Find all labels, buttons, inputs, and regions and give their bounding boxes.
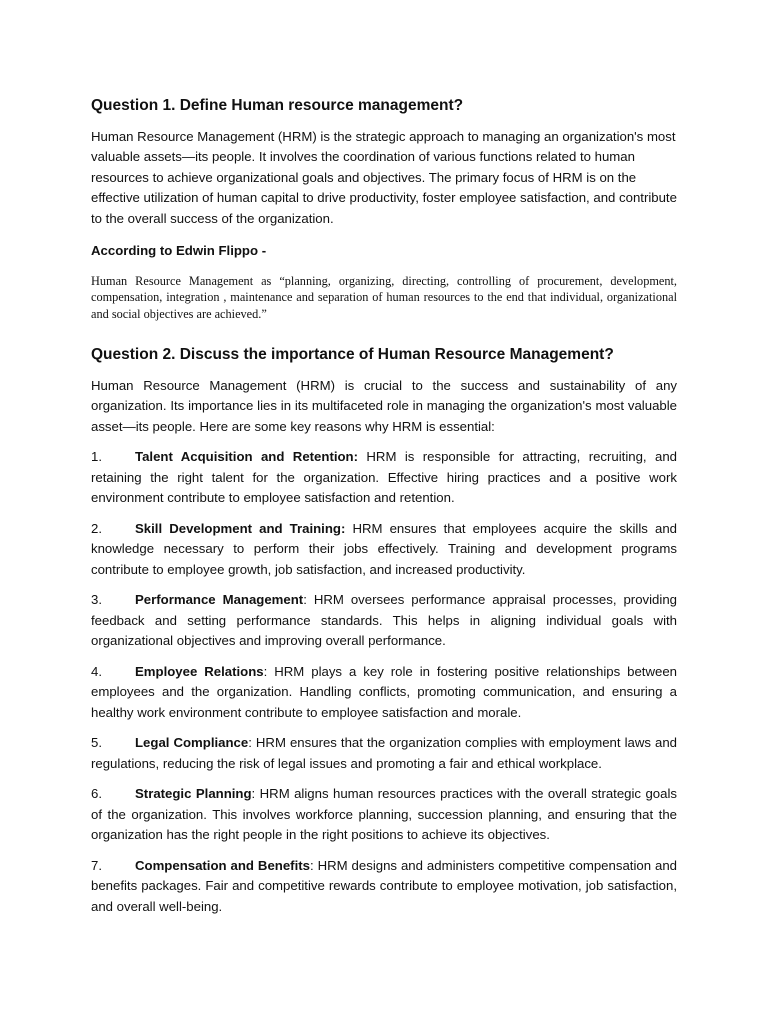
list-item-heading: Legal Compliance <box>135 735 249 751</box>
flippo-quote: Human Resource Management as “planning, organizing, directing, controlling of procurement, development, compensation, integration , maintenance and separation of human resources to the end that individual, organizational and social objectives are achieved.” <box>91 273 677 321</box>
list-item-number: 6. <box>91 786 102 802</box>
list-item-text: HRM ensures that employees acquire the skills and knowledge necessary to perform their jobs effectively. Training and development programs contribute to employee growth, job satisfaction, and increased productivity. <box>91 520 677 577</box>
list-item-number: 3. <box>91 592 102 608</box>
list-item-text: : HRM designs and administers competitive compensation and benefits packages. Fair and competitive rewards contribute to employee motivation, job satisfaction, and overall well-being. <box>91 857 677 914</box>
list-item-heading: Skill Development and Training: <box>135 520 346 536</box>
list-item <box>91 856 677 918</box>
list-item-heading: Strategic Planning <box>135 786 252 802</box>
list-item <box>91 447 677 509</box>
quote-attribution: According to Edwin Flippo - <box>91 243 267 259</box>
list-item-number: 2. <box>91 520 102 536</box>
list-item-number: 1. <box>91 449 102 465</box>
list-item-heading: Employee Relations <box>135 663 264 679</box>
list-item-text: : HRM oversees performance appraisal processes, providing feedback and setting performance standards. This helps in aligning individual goals with organizational objectives and improving overall performance. <box>91 592 677 649</box>
question-2-heading: Question 2. Discuss the importance of Human Resource Management? <box>91 346 614 364</box>
list-item <box>91 519 677 581</box>
question-1-heading: Question 1. Define Human resource management? <box>91 97 464 114</box>
list-item-heading: Performance Management <box>135 592 304 608</box>
list-item-heading: Talent Acquisition and Retention: <box>135 449 358 465</box>
list-item-heading: Compensation and Benefits <box>135 857 310 873</box>
question-2-intro: Human Resource Management (HRM) is crucial to the success and sustainability of any organization. Its importance lies in its multifaceted role in managing the organization's most valuable asset—its people. Here are some key reasons why HRM is essential: <box>91 377 677 434</box>
list-item-text: : HRM plays a key role in fostering positive relationships between employees and the organization. Handling conflicts, promoting communication, and ensuring a healthy work environment contribute to employee satisfaction and morale. <box>91 663 677 720</box>
list-item <box>91 733 677 774</box>
list-item-text: : HRM ensures that the organization complies with employment laws and regulations, reducing the risk of legal issues and promoting a fair and ethical workplace. <box>91 735 677 771</box>
list-item-number: 7. <box>91 857 102 873</box>
list-item-text: : HRM aligns human resources practices with the overall strategic goals of the organization. This involves workforce planning, succession planning, and ensuring that the organization has the right people in the right positions to achieve its objectives. <box>91 786 677 843</box>
list-item-text: HRM is responsible for attracting, recruiting, and retaining the right talent for the organization. Effective hiring practices and a positive work environment contribute to employee satisfaction and retention. <box>91 449 677 506</box>
list-item-number: 4. <box>91 663 102 679</box>
list-item <box>91 590 677 652</box>
list-item <box>91 662 677 724</box>
list-item-number: 5. <box>91 735 102 751</box>
question-1-answer: Human Resource Management (HRM) is the strategic approach to managing an organization's most valuable assets—its people. It involves the coordination of various functions related to human resources to achieve organizational goals and objectives. The primary focus of HRM is on the effective utilization of human capital to drive productivity, foster employee satisfaction, and contribute to the overall success of the organization. <box>91 128 677 226</box>
list-item <box>91 784 677 846</box>
